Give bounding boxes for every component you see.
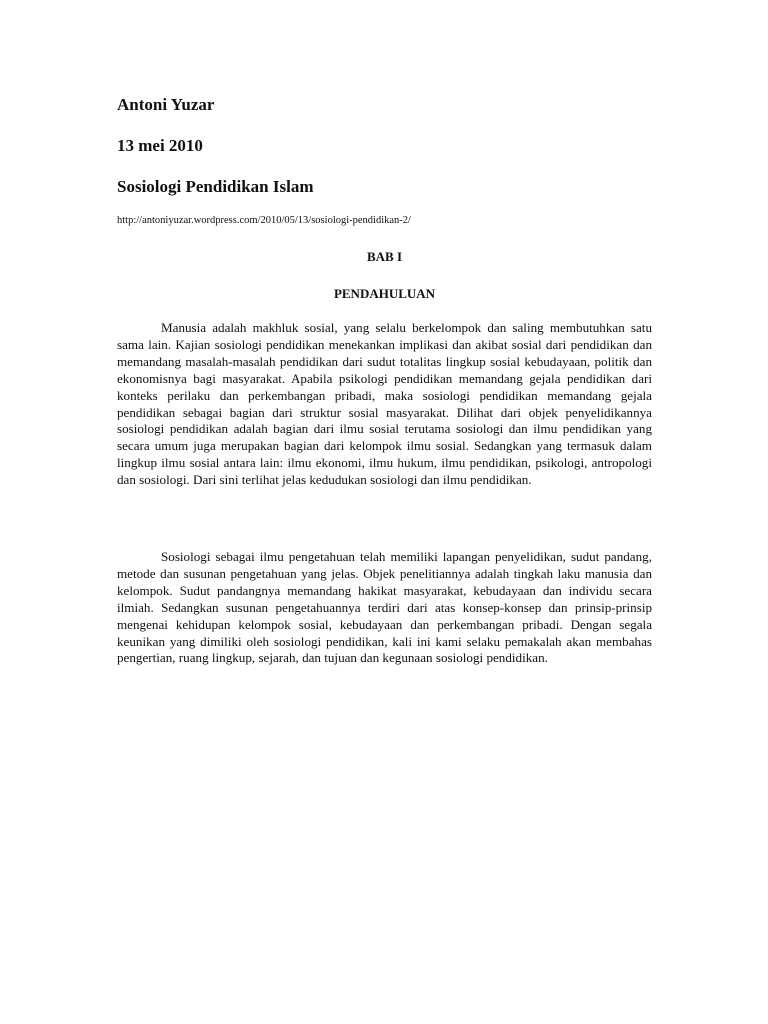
body-paragraph: Sosiologi sebagai ilmu pengetahuan telah memiliki lapangan penyelidikan, sudut pandang, metode dan susunan pengetahuan yang jelas. Objek penelitiannya adalah tingkah laku manusia dan kelompok. Sudut pandangnya memandang hakikat masyarakat, kebudayaan dan individu secara ilmiah. Sedangkan susunan pengetahuannya terdiri dari atas konsep-konsep dan prinsip-prinsip mengenai kehidupan kelompok sosial, kebudayaan dan perkembangan pribadi. Dengan segala keunikan yang dimiliki oleh sosiologi pendidikan, kali ini kami selaku pemakalah akan membahas pengertian, ruang lingkup, sejarah, dan tujuan dan kegunaan sosiologi pendidikan. — [117, 549, 652, 666]
publish-date: 13 mei 2010 — [117, 136, 203, 155]
source-url: http://antoniyuzar.wordpress.com/2010/05/13/sosiologi-pendidikan-2/ — [117, 215, 411, 226]
body-paragraph: Manusia adalah makhluk sosial, yang selalu berkelompok dan saling membutuhkan satu sama lain. Kajian sosiologi pendidikan menekankan implikasi dan akibat sosial dari pendidikan dan memandang masalah-masalah pendidikan dari sudut totalitas lingkup sosial kebudayaan, politik dan ekonomisnya bagi masyarakat. Apabila psikologi pendidikan memandang gejala pendidikan dari konteks perilaku dan perkembangan pribadi, maka sosiologi pendidikan memandang gejala pendidikan sebagai bagian dari struktur sosial masyarakat. Dilihat dari objek penyelidikannya sosiologi pendidikan adalah bagian dari ilmu sosial terutama sosiologi dan ilmu pendidikan yang secara umum juga merupakan bagian dari kelompok ilmu sosial. Sedangkan yang termasuk dalam lingkup ilmu sosial antara lain: ilmu ekonomi, ilmu hukum, ilmu pendidikan, psikologi, antropologi dan sosiologi. Dari sini terlihat jelas kedudukan sosiologi dan ilmu pendidikan. — [117, 320, 652, 488]
author-name: Antoni Yuzar — [117, 95, 215, 114]
section-heading: PENDAHULUAN — [333, 286, 436, 301]
chapter-heading: BAB I — [366, 249, 403, 264]
document-title: Sosiologi Pendidikan Islam — [117, 177, 314, 196]
